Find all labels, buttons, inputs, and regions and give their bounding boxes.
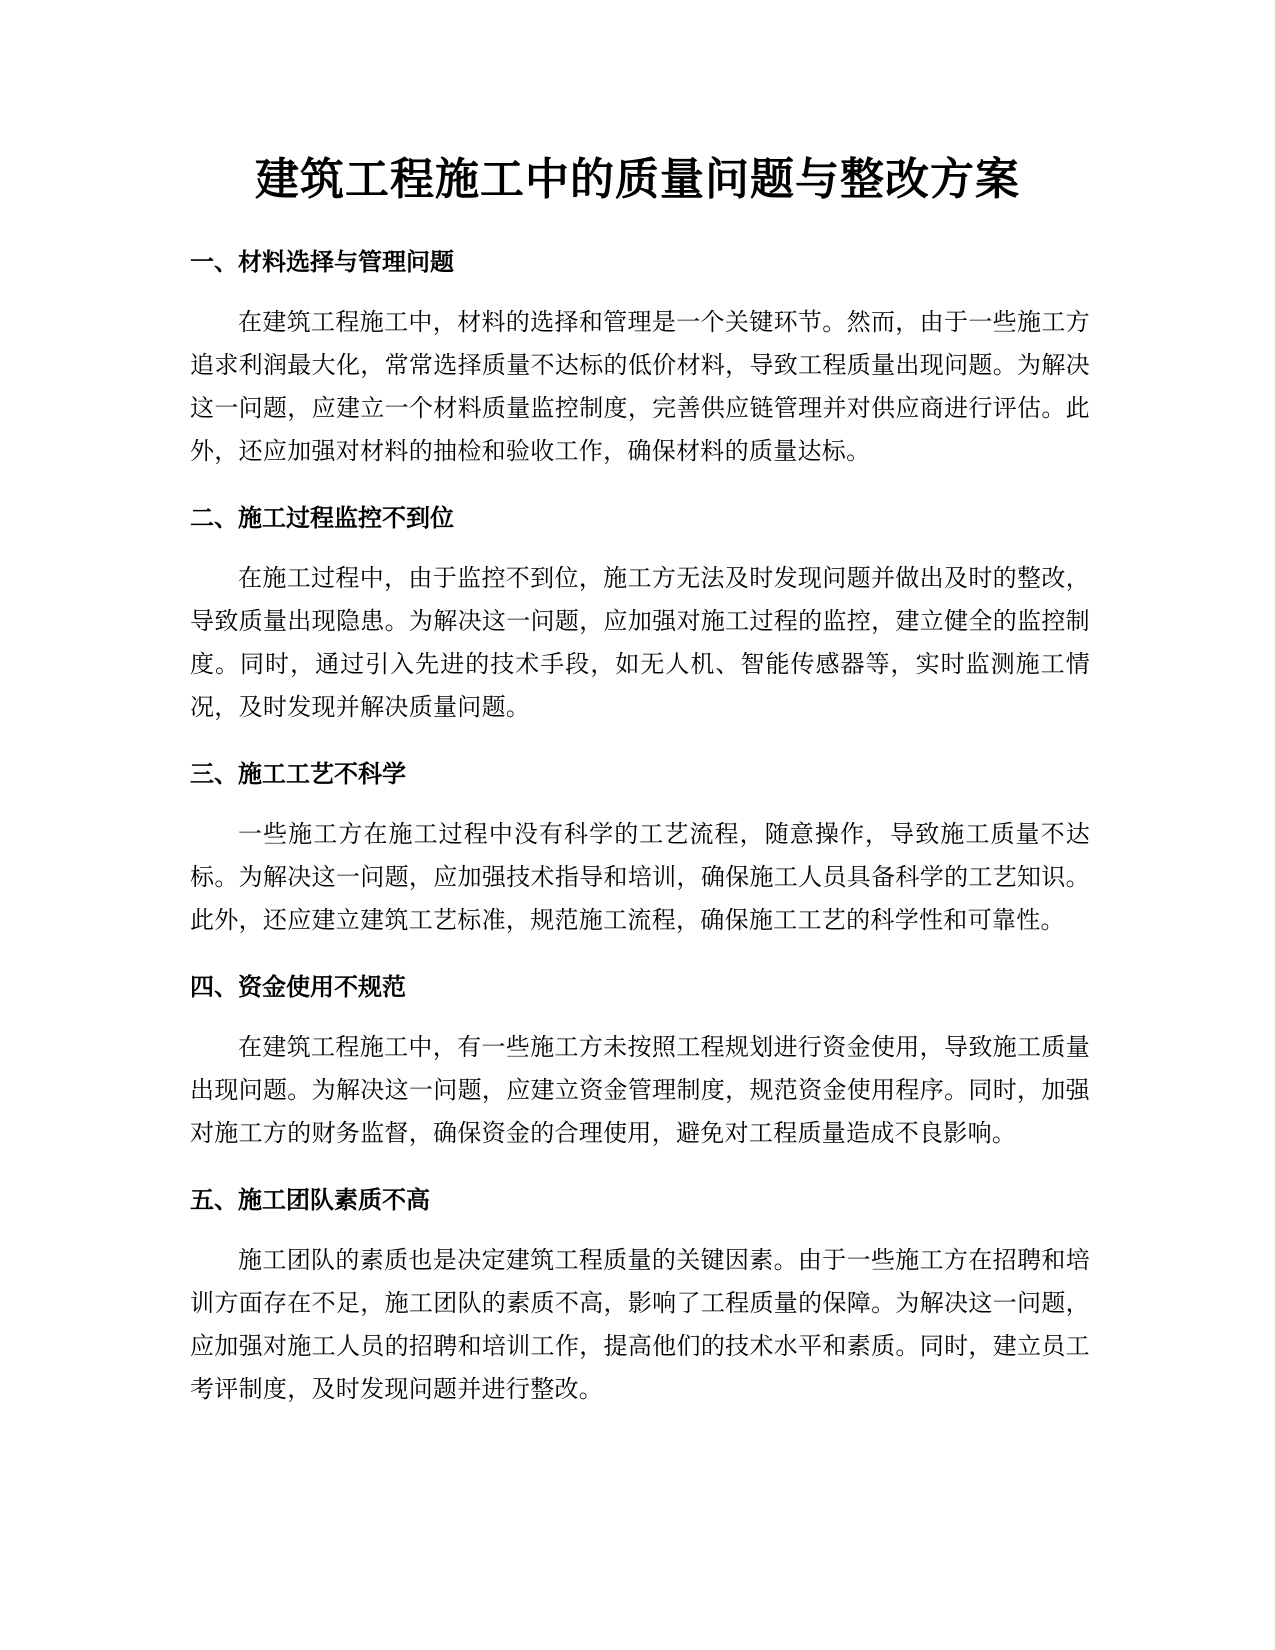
section-heading: 四、资金使用不规范	[190, 973, 406, 1001]
section-materials	[190, 245, 1090, 473]
section-funding	[190, 970, 1090, 1155]
document-title: 建筑工程施工中的质量问题与整改方案	[255, 154, 1020, 205]
section-paragraph: 在建筑工程施工中，材料的选择和管理是一个关键环节。然而，由于一些施工方追求利润最大化，常常选择质量不达标的低价材料，导致工程质量出现问题。为解决这一问题，应建立一个材料质量监控制度，完善供应链管理并对供应商进行评估。此外，还应加强对材料的抽检和验收工作，确保材料的质量达标。	[190, 308, 1090, 465]
section-construction-technique	[190, 757, 1090, 942]
section-paragraph: 施工团队的素质也是决定建筑工程质量的关键因素。由于一些施工方在招聘和培训方面存在不足，施工团队的素质不高，影响了工程质量的保障。为解决这一问题，应加强对施工人员的招聘和培训工作，提高他们的技术水平和素质。同时，建立员工考评制度，及时发现问题并进行整改。	[190, 1246, 1090, 1403]
section-paragraph: 在施工过程中，由于监控不到位，施工方无法及时发现问题并做出及时的整改，导致质量出现隐患。为解决这一问题，应加强对施工过程的监控，建立健全的监控制度。同时，通过引入先进的技术手段，如无人机、智能传感器等，实时监测施工情况，及时发现并解决质量问题。	[190, 564, 1090, 721]
document-content	[190, 245, 1090, 1439]
section-process-monitoring	[190, 501, 1090, 729]
section-paragraph: 一些施工方在施工过程中没有科学的工艺流程，随意操作，导致施工质量不达标。为解决这一问题，应加强技术指导和培训，确保施工人员具备科学的工艺知识。此外，还应建立建筑工艺标准，规范施工流程，确保施工工艺的科学性和可靠性。	[190, 820, 1090, 934]
section-heading: 五、施工团队素质不高	[190, 1186, 430, 1214]
section-heading: 三、施工工艺不科学	[190, 760, 406, 788]
section-team-quality	[190, 1183, 1090, 1411]
section-heading: 二、施工过程监控不到位	[190, 504, 454, 532]
section-heading: 一、材料选择与管理问题	[190, 248, 454, 276]
section-paragraph: 在建筑工程施工中，有一些施工方未按照工程规划进行资金使用，导致施工质量出现问题。为解决这一问题，应建立资金管理制度，规范资金使用程序。同时，加强对施工方的财务监督，确保资金的合理使用，避免对工程质量造成不良影响。	[190, 1033, 1090, 1147]
